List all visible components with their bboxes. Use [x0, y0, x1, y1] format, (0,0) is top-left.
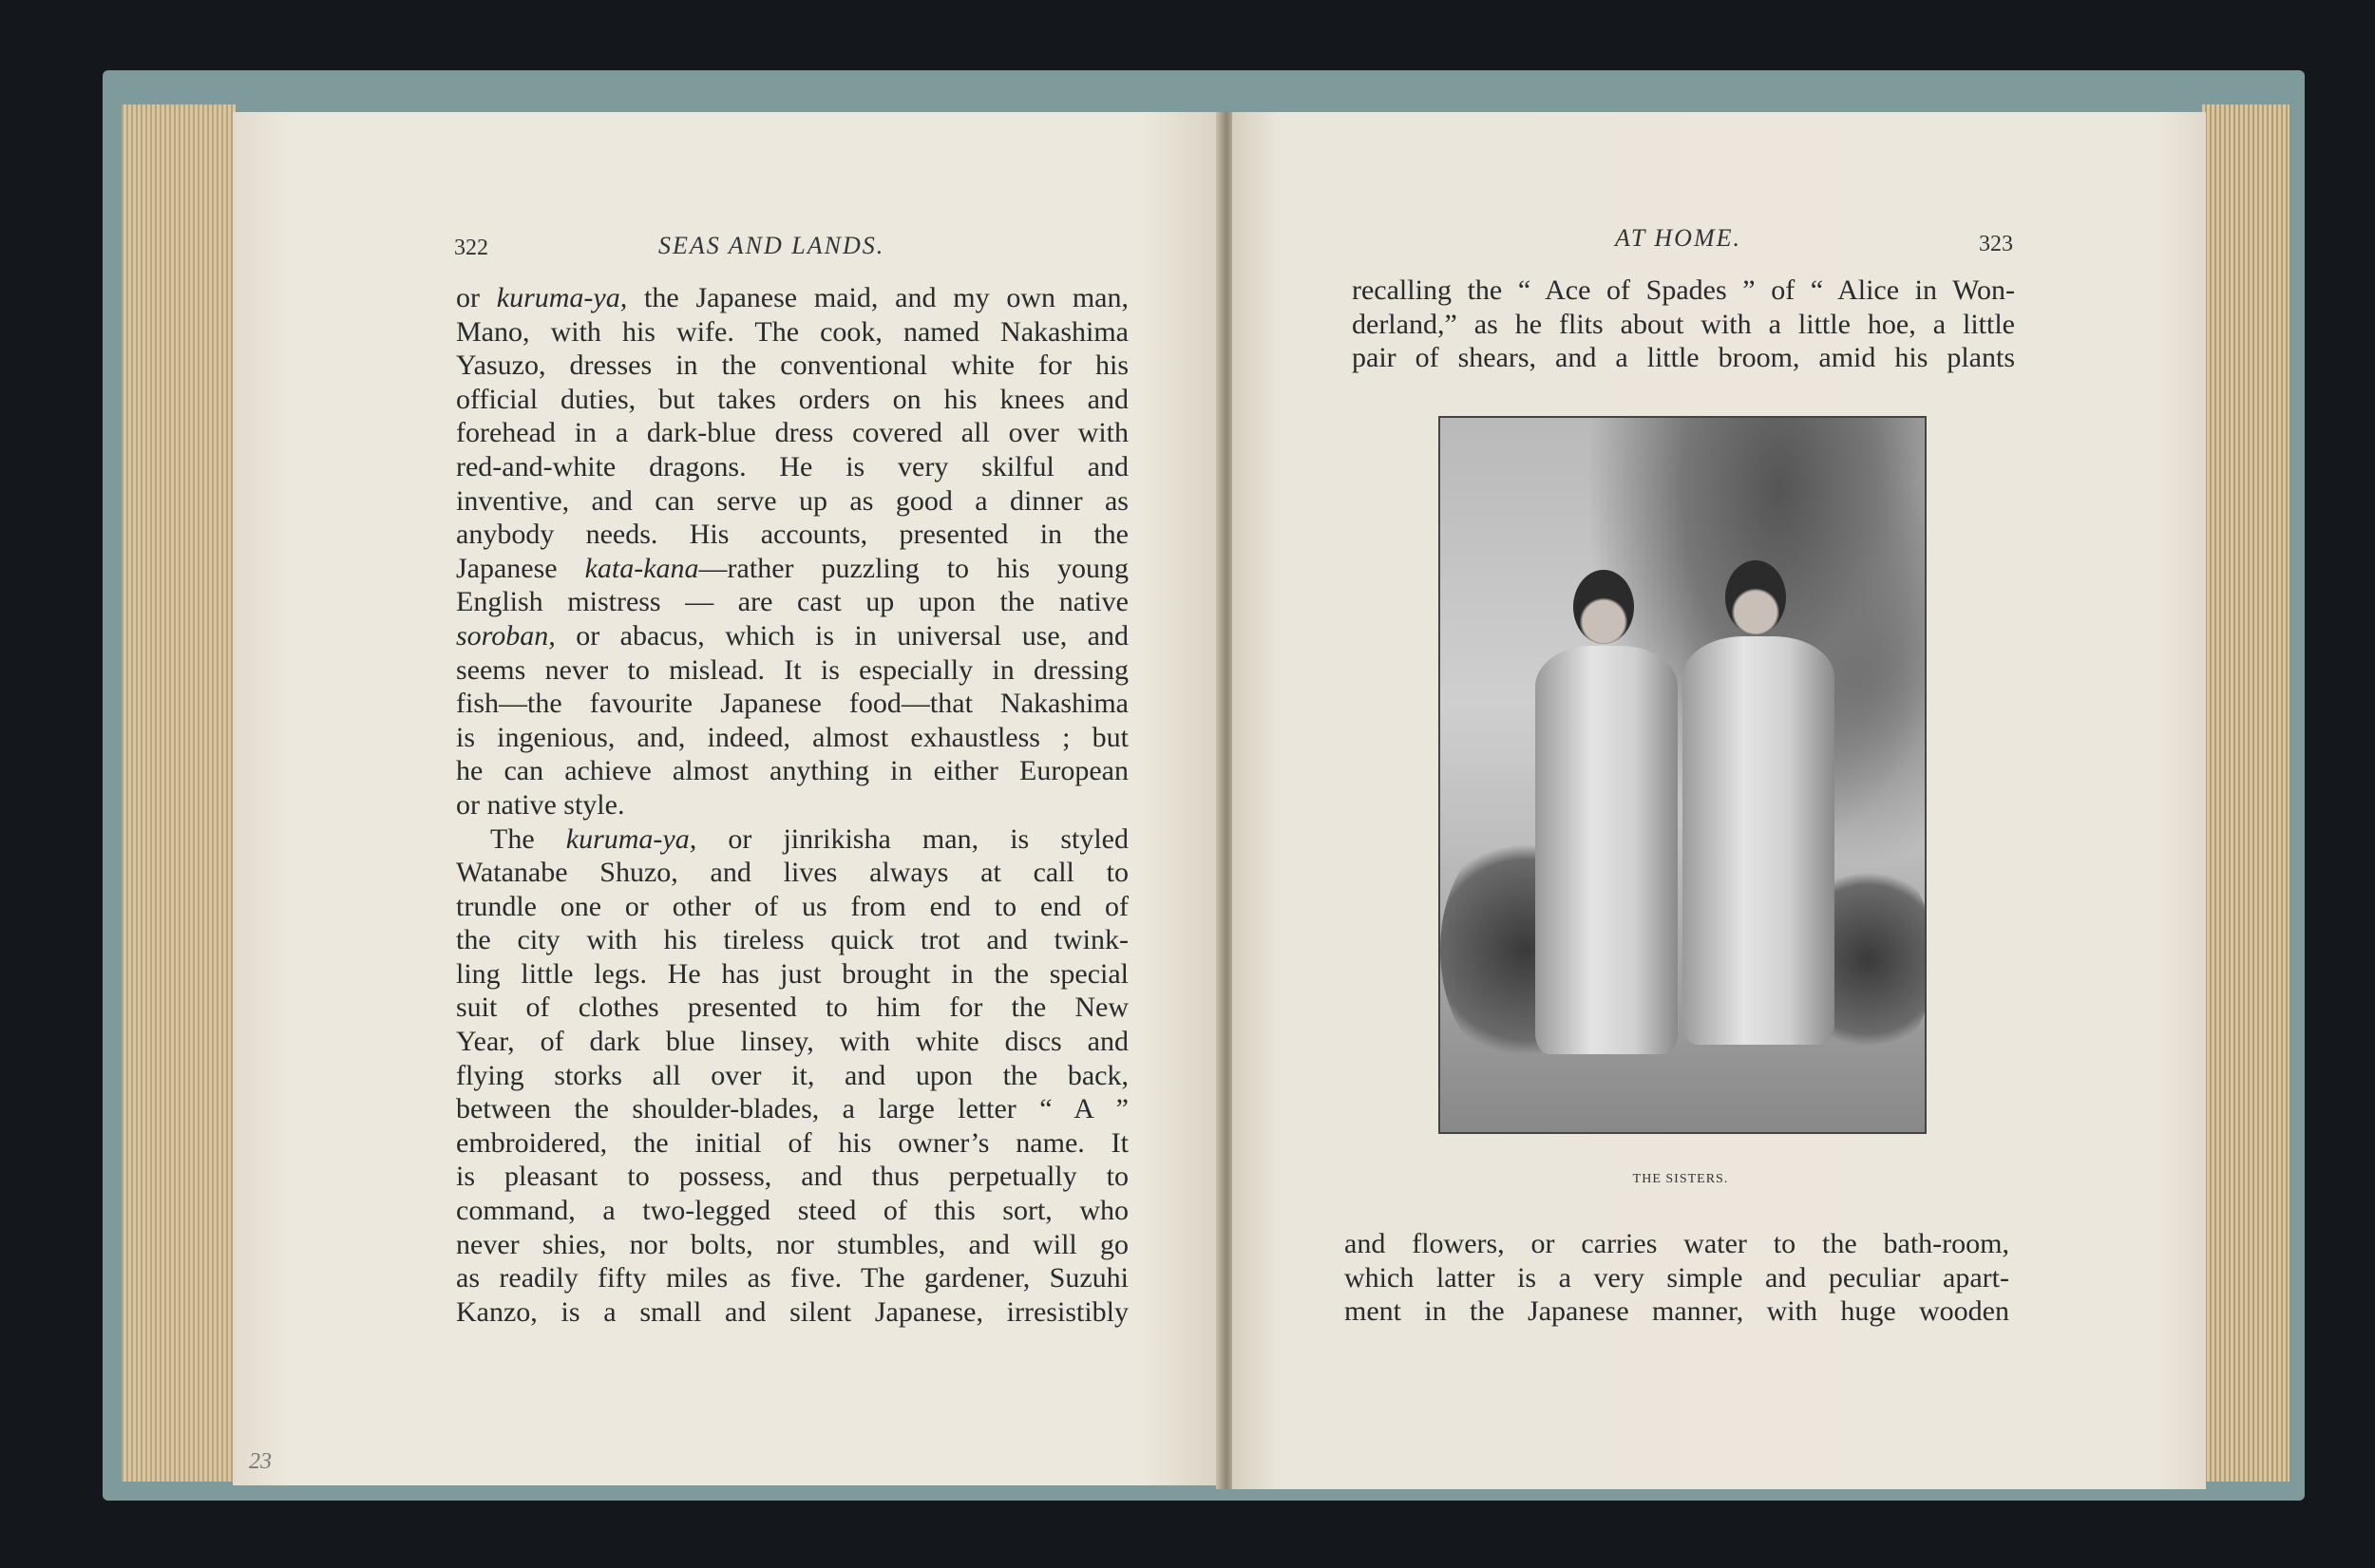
text-line-content: [456, 1127, 1129, 1159]
text-segment: embroidered, the initial of his owner’s name. It: [456, 1126, 1129, 1159]
text-segment: Japanese: [456, 552, 585, 584]
italic-text: kata-kana: [584, 552, 699, 584]
photo-figure-right: [1682, 636, 1834, 1045]
text-line: [1344, 1261, 2009, 1295]
text-segment: Yasuzo, dresses in the conventional white for his: [456, 349, 1129, 382]
text-line: [1344, 1294, 2009, 1329]
page-edges-right: [2202, 104, 2290, 1482]
text-line: [1352, 341, 2015, 375]
text-line: [456, 856, 1129, 890]
text-line: [456, 349, 1129, 383]
text-segment: ment in the Japanese manner, with huge wooden: [1344, 1295, 2009, 1328]
italic-text: kuruma-ya,: [496, 282, 628, 313]
text-segment: and flowers, or carries water to the bath-room,: [1344, 1228, 2009, 1259]
text-line-content: [456, 1060, 1129, 1091]
text-line-content: [1352, 274, 2015, 306]
text-segment: he can achieve almost anything in either European: [456, 755, 1129, 787]
text-line-content: [456, 688, 1129, 719]
text-line: [456, 788, 1129, 822]
text-line-content: [456, 1026, 1129, 1057]
text-segment: flying storks all over it, and upon the back,: [456, 1059, 1129, 1091]
text-segment: forehead in a dark-blue dress covered all over with: [456, 417, 1129, 449]
text-line: [456, 416, 1129, 450]
left-running-head: SEAS AND LANDS.: [658, 232, 885, 259]
text-line: [456, 383, 1129, 417]
text-line-content: [456, 417, 1129, 448]
text-line: [456, 585, 1129, 619]
text-line-content: [456, 722, 1129, 753]
text-line: [456, 450, 1129, 484]
text-segment: or: [456, 282, 497, 313]
text-segment: seems never to mislead. It is especially in dressing: [456, 653, 1129, 686]
page-edges-left: [122, 104, 236, 1482]
text-segment: English mistress — are cast up upon the native: [456, 586, 1129, 618]
text-segment: Mano, with his wife. The cook, named Nakashima: [456, 315, 1129, 348]
text-line-content: [456, 958, 1129, 990]
text-segment: derland,” as he flits about with a little hoe, a little: [1352, 308, 2015, 340]
text-line: [456, 721, 1129, 755]
text-line: [456, 1228, 1129, 1262]
text-line: [1344, 1227, 2009, 1261]
text-segment: never shies, nor bolts, nor stumbles, and will go: [456, 1228, 1129, 1260]
text-line-content: [456, 620, 1129, 652]
text-segment: or abacus, which is in universal use, and: [555, 619, 1129, 652]
left-text-column: [456, 281, 1129, 1329]
text-line-content: [456, 485, 1129, 517]
right-text-top: [1352, 274, 2015, 375]
text-line-content: [456, 282, 1129, 313]
photo-head-left: [1573, 570, 1634, 644]
text-line: [456, 1126, 1129, 1161]
text-line: [456, 619, 1129, 653]
text-line: [456, 281, 1129, 315]
photo-the-sisters: [1438, 416, 1927, 1134]
text-line-content: [456, 857, 1129, 888]
text-line: [456, 518, 1129, 552]
left-page-number: 322: [454, 236, 488, 260]
text-segment: which latter is a very simple and peculiar apart-: [1344, 1261, 2009, 1294]
text-line: [1352, 274, 2015, 308]
text-segment: the city with his tireless quick trot and twink-: [456, 924, 1129, 956]
text-segment: suit of clothes presented to him for the New: [456, 992, 1129, 1024]
text-line-content: [1344, 1228, 2009, 1259]
text-segment: or jinrikisha man, is styled: [696, 822, 1129, 855]
photo-caption: THE SISTERS.: [1632, 1172, 1729, 1186]
text-segment: is ingenious, and, indeed, almost exhaustless ; but: [456, 721, 1129, 753]
text-line: [456, 1194, 1129, 1228]
text-segment: Kanzo, is a small and silent Japanese, irresistibly: [456, 1295, 1129, 1328]
text-segment: official duties, but takes orders on his knees and: [456, 383, 1129, 415]
text-line-content: [456, 1161, 1129, 1192]
text-line: [456, 315, 1129, 349]
text-segment: inventive, and can serve up as good a dinner as: [456, 484, 1129, 517]
photo-figure-left: [1535, 646, 1678, 1054]
text-line: [456, 957, 1129, 992]
photo-head-right: [1725, 560, 1786, 634]
text-line: [456, 991, 1129, 1025]
text-segment: or native style.: [456, 788, 625, 821]
right-running-head: AT HOME.: [1615, 224, 1741, 252]
text-line-content: [456, 992, 1129, 1023]
text-line: [456, 653, 1129, 688]
text-line: [1352, 308, 2015, 342]
text-line-content: [456, 1093, 1129, 1124]
text-segment: recalling the “ Ace of Spades ” of “ Alice in Won-: [1352, 274, 2015, 306]
text-line-content: [456, 789, 624, 821]
text-segment: ling little legs. He has just brought in the special: [456, 957, 1129, 990]
text-line: [456, 1261, 1129, 1295]
text-line: [456, 1092, 1129, 1126]
pencil-mark: 23: [249, 1449, 272, 1474]
text-line-content: [456, 451, 1129, 482]
text-segment: —rather puzzling to his young: [698, 552, 1129, 584]
text-line: [456, 1160, 1129, 1194]
text-segment: anybody needs. His accounts, presented in the: [456, 519, 1129, 551]
text-line-content: [456, 755, 1129, 786]
text-line: [456, 1025, 1129, 1059]
text-line-content: [456, 1262, 1129, 1294]
text-line-content: [456, 924, 1129, 955]
text-line-content: [456, 586, 1129, 617]
text-segment: The: [490, 822, 566, 855]
text-line-content: [456, 1229, 1129, 1260]
text-line: [456, 552, 1129, 586]
text-line-content: [456, 654, 1129, 686]
text-line: [456, 484, 1129, 519]
right-text-bottom: [1344, 1227, 2009, 1329]
text-line-content: [1352, 309, 2015, 340]
right-page-number: 323: [1979, 232, 2013, 256]
text-line: [456, 1295, 1129, 1330]
text-line-content: [456, 384, 1129, 415]
text-line: [456, 923, 1129, 957]
text-segment: as readily fifty miles as five. The gardener, Suzuhi: [456, 1262, 1129, 1294]
text-line: [456, 890, 1129, 924]
italic-text: kuruma-ya,: [565, 822, 697, 855]
text-line-content: [456, 553, 1129, 584]
text-line: [456, 754, 1129, 788]
text-segment: between the shoulder-blades, a large letter “ A ”: [456, 1093, 1129, 1125]
text-segment: pair of shears, and a little broom, amid his plants: [1352, 342, 2015, 374]
text-line-content: [1344, 1262, 2009, 1294]
text-line-content: [456, 349, 1129, 381]
text-line-content: [456, 519, 1129, 550]
text-segment: fish—the favourite Japanese food—that Nakashima: [456, 688, 1129, 720]
text-segment: trundle one or other of us from end to end of: [456, 890, 1129, 922]
text-line-content: [1344, 1295, 2009, 1327]
text-segment: Year, of dark blue linsey, with white discs and: [456, 1026, 1129, 1058]
text-line: [456, 1059, 1129, 1093]
italic-text: soroban,: [456, 619, 556, 652]
text-segment: command, a two-legged steed of this sort, who: [456, 1195, 1129, 1227]
text-line-content: [456, 316, 1129, 348]
text-segment: red-and-white dragons. He is very skilful and: [456, 450, 1129, 482]
text-segment: the Japanese maid, and my own man,: [627, 282, 1129, 313]
text-line-content: [1352, 342, 2015, 373]
text-line: [456, 687, 1129, 721]
text-segment: Watanabe Shuzo, and lives always at call to: [456, 857, 1129, 889]
text-line-content: [490, 823, 1129, 855]
text-line-content: [456, 1296, 1129, 1328]
text-line: [456, 822, 1129, 857]
text-line-content: [456, 891, 1129, 922]
text-line-content: [456, 1195, 1129, 1226]
text-segment: is pleasant to possess, and thus perpetually to: [456, 1161, 1129, 1193]
